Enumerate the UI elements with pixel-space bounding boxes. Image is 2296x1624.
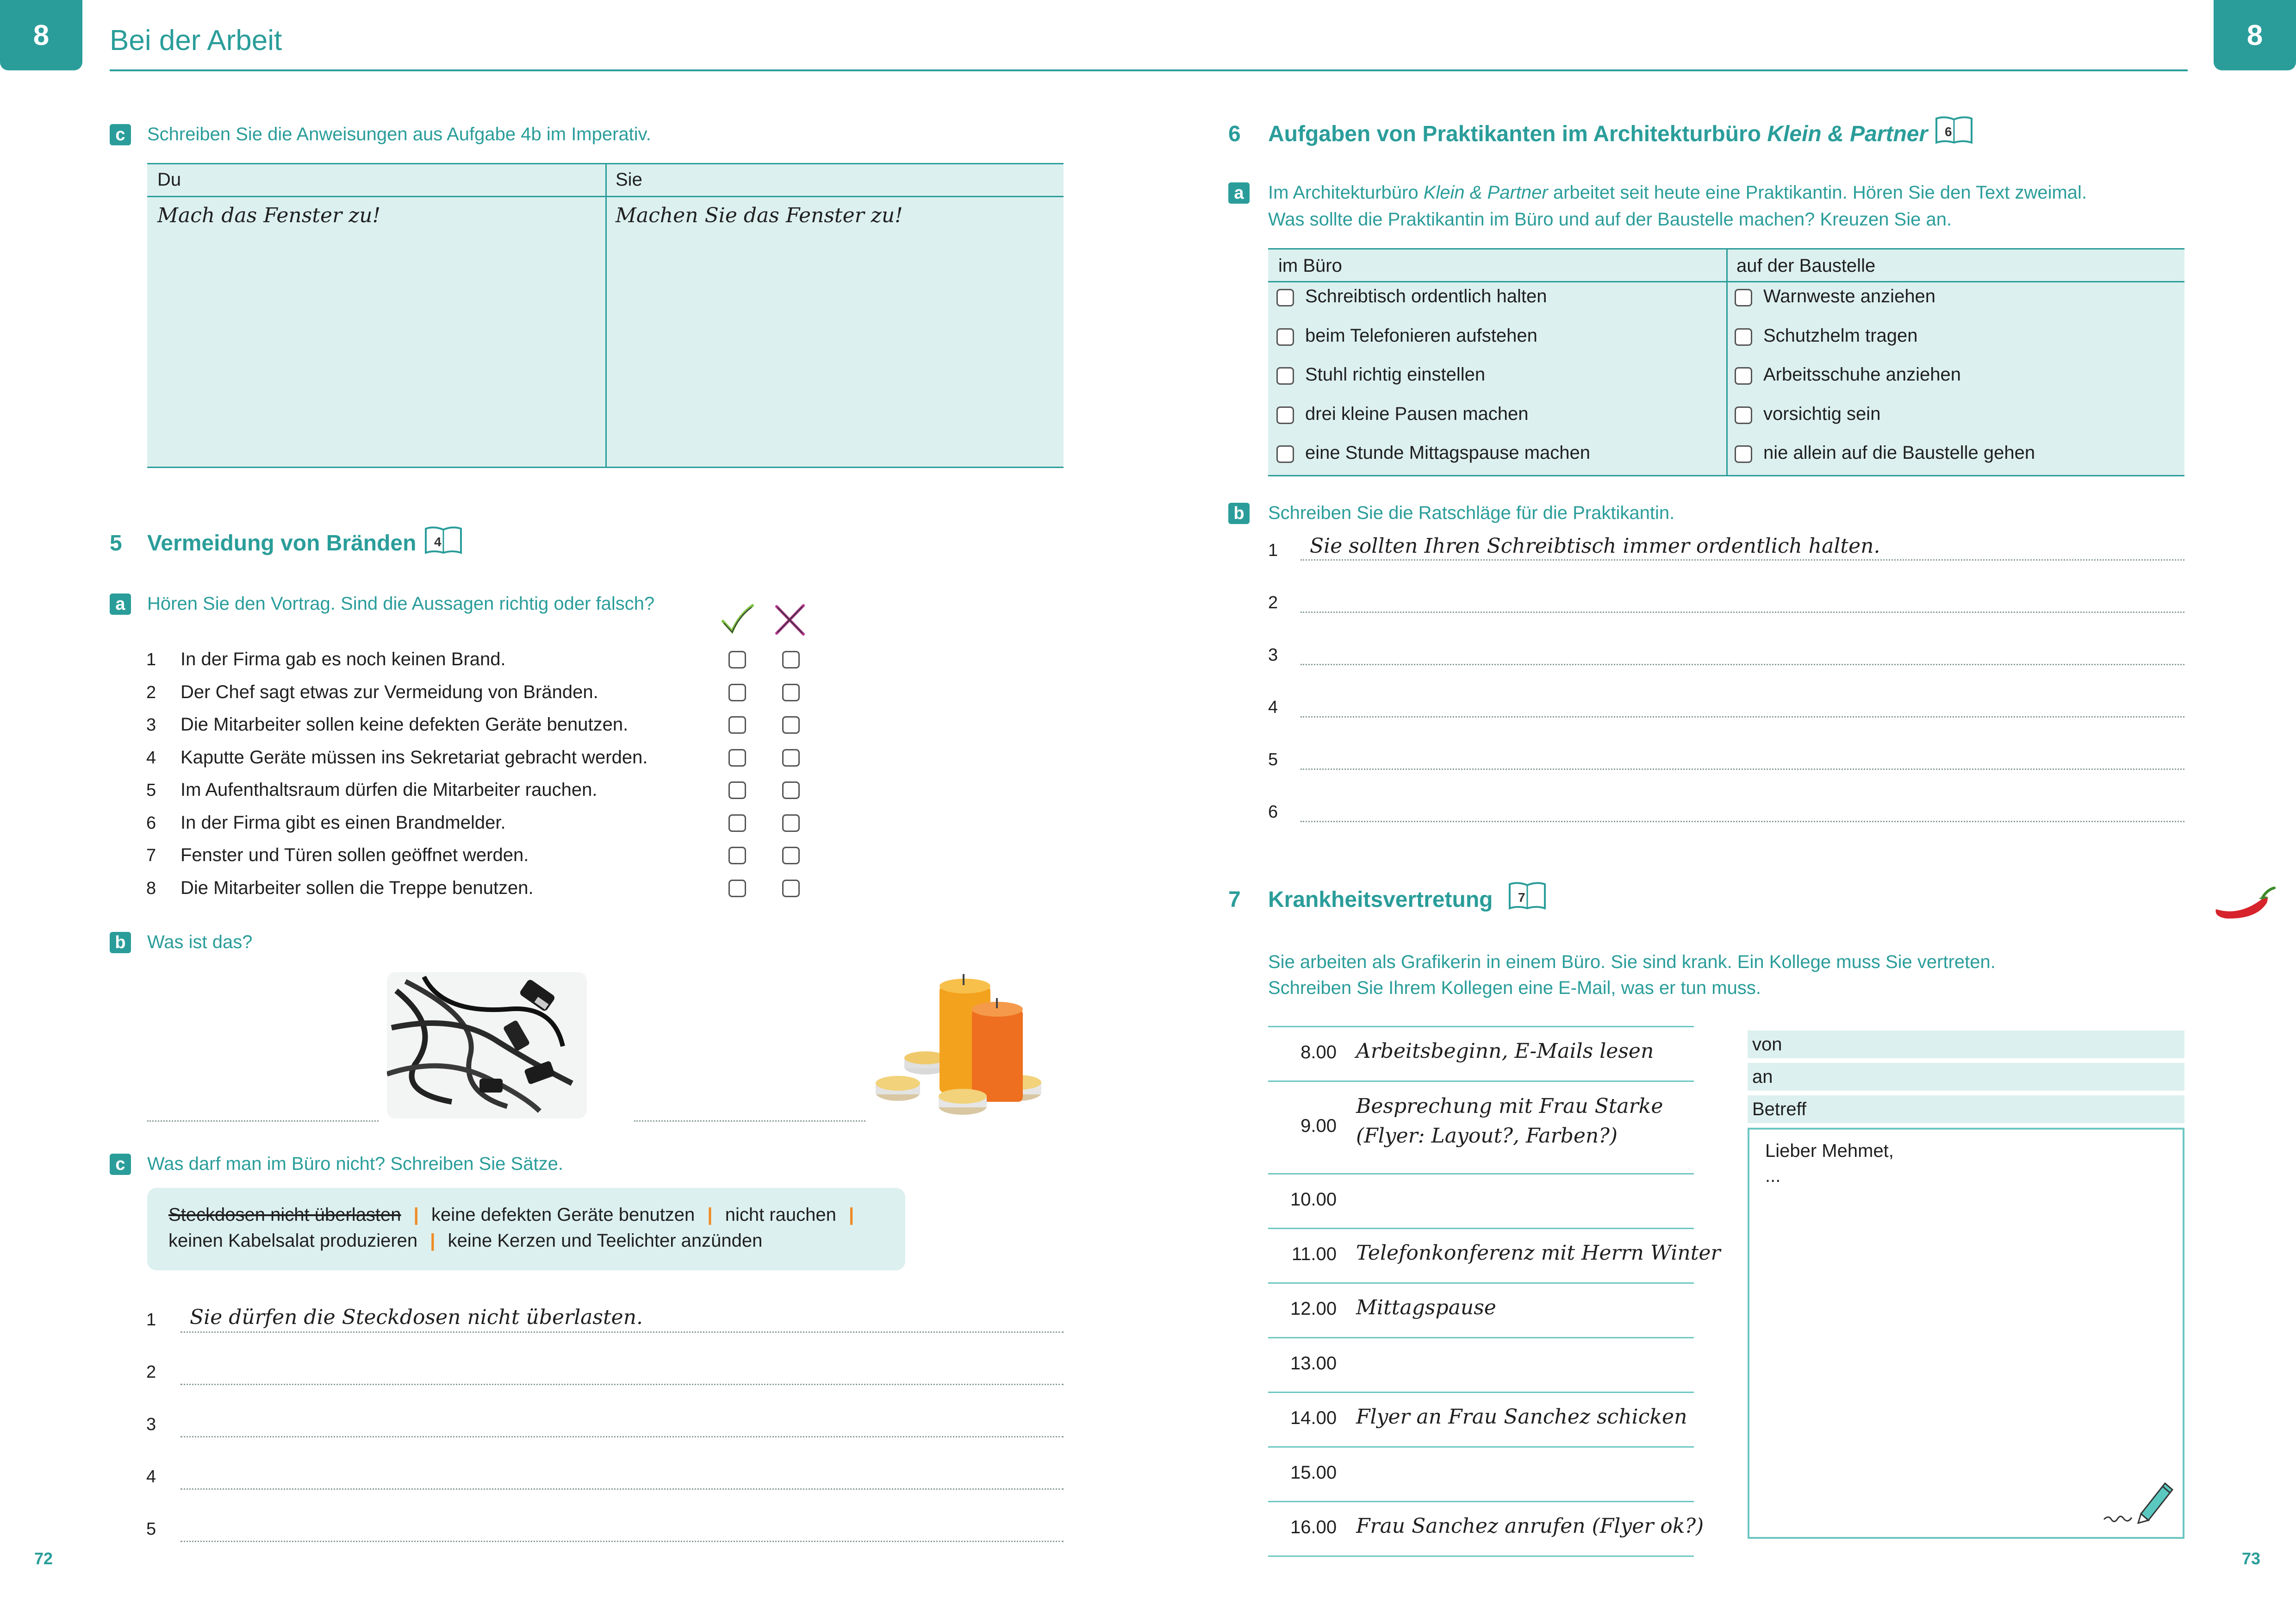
answer-text: Sie dürfen die Steckdosen nicht überlasten. <box>190 1305 643 1329</box>
schedule-task: Frau Sanchez anrufen (Flyer ok?) <box>1356 1514 1704 1538</box>
checkbox-office[interactable] <box>1276 328 1294 346</box>
task-office: Stuhl richtig einstellen <box>1305 364 1486 385</box>
checkbox-richtig[interactable] <box>728 880 746 897</box>
chapter-number-left: 8 <box>33 19 50 51</box>
phrase-separator: | <box>849 1205 854 1225</box>
task-letter-5b: b <box>110 932 131 953</box>
task-letter-c-top: c <box>110 124 131 145</box>
checkbox-office[interactable] <box>1276 406 1294 424</box>
checkbox-falsch[interactable] <box>782 847 800 864</box>
answer-line-image2 <box>634 1120 865 1122</box>
check-icon <box>720 603 754 637</box>
task-letter-6a: a <box>1228 182 1250 204</box>
statement-number: 8 <box>146 878 156 898</box>
line-number: 6 <box>1268 802 1278 822</box>
answer-line[interactable] <box>180 1436 1064 1437</box>
statement-number: 6 <box>146 813 156 833</box>
checkbox-richtig[interactable] <box>728 716 746 734</box>
task-5b-instruction: Was ist das? <box>147 932 253 952</box>
line-number: 3 <box>1268 645 1278 665</box>
section-7-title: Krankheitsvertretung <box>1268 887 1493 912</box>
task-table-6a <box>1268 248 2184 476</box>
checkbox-richtig[interactable] <box>728 814 746 832</box>
book-icon <box>1935 116 1973 144</box>
schedule-task: Arbeitsbeginn, E-Mails lesen <box>1356 1039 1654 1063</box>
task-6a-line1-italic: Klein & Partner <box>1423 182 1548 203</box>
svg-text:7: 7 <box>1518 890 1525 905</box>
phrase: keine defekten Geräte benutzen <box>431 1205 695 1225</box>
schedule-row-rule <box>1268 1555 1694 1557</box>
task-site: nie allein auf die Baustelle gehen <box>1763 443 2035 463</box>
svg-text:4: 4 <box>434 535 442 549</box>
task-site: Schutzhelm tragen <box>1763 325 1918 346</box>
header-rule <box>110 69 2188 71</box>
checkbox-falsch[interactable] <box>782 716 800 734</box>
phrase-separator: | <box>707 1205 713 1225</box>
task-6a-line2: Was sollte die Praktikantin im Büro und auf der Baustelle machen? Kreuzen Sie an. <box>1268 209 1952 230</box>
schedule-task: Besprechung mit Frau Starke <box>1356 1094 1663 1118</box>
cables-image <box>387 972 587 1118</box>
phrase-box <box>147 1188 905 1270</box>
checkbox-site[interactable] <box>1735 328 1752 346</box>
answer-line[interactable] <box>180 1384 1064 1385</box>
schedule-row-rule <box>1268 1228 1694 1229</box>
section-6-title-main: Aufgaben von Praktikanten im Architekturbüro <box>1268 122 1767 146</box>
statement-number: 4 <box>146 748 156 768</box>
checkbox-falsch[interactable] <box>782 749 800 767</box>
task-6a-line1 <box>1268 180 2087 206</box>
task-table-divider <box>1726 248 1728 475</box>
task-6a-line1-post: arbeitet seit heute eine Praktikantin. Hören Sie den Text zweimal. <box>1548 182 2087 203</box>
statement-text: Im Aufenthaltsraum dürfen die Mitarbeiter rauchen. <box>180 780 597 800</box>
chapter-tab-right <box>2214 0 2296 70</box>
phrase-row-1 <box>168 1205 861 1225</box>
statement-number: 7 <box>146 846 156 865</box>
line-number: 4 <box>1268 698 1278 717</box>
checkbox-site[interactable] <box>1735 445 1752 463</box>
section-7-number: 7 <box>1228 887 1241 912</box>
statement-number: 3 <box>146 715 156 735</box>
section-6-number: 6 <box>1228 122 1241 146</box>
section-6-title-italic: Klein & Partner <box>1767 122 1928 146</box>
page-number-right: 73 <box>2242 1549 2261 1568</box>
task-site: Warnweste anziehen <box>1763 286 1936 306</box>
answer-line[interactable] <box>1300 612 2184 613</box>
checkbox-richtig[interactable] <box>728 781 746 799</box>
col-sie-header: Sie <box>616 169 642 190</box>
col-du-header: Du <box>157 169 181 190</box>
line-number: 1 <box>1268 541 1278 560</box>
statement-number: 1 <box>146 650 156 669</box>
answer-line[interactable] <box>1300 716 2184 718</box>
email-subject-label: Betreff <box>1752 1099 1807 1119</box>
checkbox-site[interactable] <box>1735 289 1752 306</box>
answer-line-image1 <box>147 1120 379 1122</box>
statement-text: Fenster und Türen sollen geöffnet werden. <box>180 845 529 865</box>
line-number: 3 <box>146 1415 156 1434</box>
answer-line[interactable] <box>180 1331 1064 1333</box>
answer-text: Sie sollten Ihren Schreibtisch immer ordentlich halten. <box>1310 534 1880 558</box>
schedule-time: 14.00 <box>1290 1408 1337 1428</box>
task-5a-instruction: Hören Sie den Vortrag. Sind die Aussagen richtig oder falsch? <box>147 593 655 614</box>
checkbox-falsch[interactable] <box>782 651 800 668</box>
answer-line[interactable] <box>1300 821 2184 822</box>
schedule-time: 13.00 <box>1290 1353 1337 1374</box>
task-letter-6b: b <box>1228 503 1250 524</box>
col-site-header: auf der Baustelle <box>1736 256 1876 276</box>
line-number: 1 <box>146 1310 156 1330</box>
email-from-label: von <box>1752 1034 1782 1055</box>
schedule-time: 9.00 <box>1300 1116 1337 1136</box>
phrase-separator: | <box>430 1230 436 1251</box>
statement-text: In der Firma gab es noch keinen Brand. <box>180 649 506 669</box>
phrase-row-2 <box>168 1230 762 1251</box>
task-site: vorsichtig sein <box>1763 403 1881 424</box>
line-number: 2 <box>146 1362 156 1382</box>
task-c-top-instruction: Schreiben Sie die Anweisungen aus Aufgabe 4b im Imperativ. <box>147 124 651 144</box>
schedule-time: 10.00 <box>1290 1189 1337 1210</box>
book-icon <box>1508 881 1547 910</box>
task-letter-5c: c <box>110 1154 131 1175</box>
answer-line[interactable] <box>1300 559 2184 561</box>
task-5c-instruction: Was darf man im Büro nicht? Schreiben Sie Sätze. <box>147 1154 563 1174</box>
chapter-number-right: 8 <box>2246 19 2263 51</box>
schedule-row-rule <box>1268 1446 1694 1448</box>
schedule-row-rule <box>1268 1337 1694 1338</box>
answer-line[interactable] <box>1300 664 2184 665</box>
candles-image <box>870 968 1055 1120</box>
checkbox-office[interactable] <box>1276 367 1294 385</box>
task-7-intro2: Schreiben Sie Ihrem Kollegen eine E-Mail, was er tun muss. <box>1268 978 1761 998</box>
checkbox-falsch[interactable] <box>782 814 800 832</box>
schedule-time: 16.00 <box>1290 1517 1337 1537</box>
book-icon <box>424 526 463 555</box>
schedule-top-rule <box>1268 1026 1694 1027</box>
email-ellipsis: ... <box>1765 1166 1781 1186</box>
schedule-task: Mittagspause <box>1356 1296 1496 1319</box>
phrase: nicht rauchen <box>725 1205 836 1225</box>
email-to-label: an <box>1752 1067 1773 1087</box>
email-body[interactable] <box>1748 1128 2184 1539</box>
answer-line[interactable] <box>180 1488 1064 1490</box>
example-sie: Machen Sie das Fenster zu! <box>616 204 903 227</box>
schedule-row-rule <box>1268 1392 1694 1393</box>
imperative-table <box>147 163 1064 468</box>
checkbox-falsch[interactable] <box>782 880 800 897</box>
task-7-intro1: Sie arbeiten als Grafikerin in einem Büro. Sie sind krank. Ein Kollege muss Sie vertreten. <box>1268 952 1996 972</box>
schedule-row-rule <box>1268 1501 1694 1502</box>
checkbox-office[interactable] <box>1276 445 1294 463</box>
checkbox-richtig[interactable] <box>728 847 746 864</box>
statement-text: Der Chef sagt etwas zur Vermeidung von Bränden. <box>180 681 598 702</box>
task-office: beim Telefonieren aufstehen <box>1305 325 1537 346</box>
answer-line[interactable] <box>180 1541 1064 1542</box>
checkbox-richtig[interactable] <box>728 749 746 767</box>
task-6b-instruction: Schreiben Sie die Ratschläge für die Praktikantin. <box>1268 503 1675 523</box>
phrase-separator: | <box>413 1205 419 1225</box>
section-5-number: 5 <box>110 531 122 556</box>
pencil-icon <box>2101 1477 2175 1528</box>
email-subject-field[interactable] <box>1748 1095 2184 1123</box>
answer-line[interactable] <box>1300 768 2184 770</box>
task-site: Arbeitsschuhe anziehen <box>1763 364 1961 385</box>
statement-text: In der Firma gibt es einen Brandmelder. <box>180 812 506 833</box>
email-to-field[interactable] <box>1748 1063 2184 1091</box>
schedule-time: 11.00 <box>1291 1244 1337 1264</box>
task-office: drei kleine Pausen machen <box>1305 403 1529 424</box>
section-6-title <box>1268 121 1928 147</box>
email-from-field[interactable] <box>1748 1031 2184 1058</box>
example-du: Mach das Fenster zu! <box>157 204 381 227</box>
col-office-header: im Büro <box>1278 256 1342 276</box>
statement-text: Die Mitarbeiter sollen keine defekten Geräte benutzen. <box>180 714 628 735</box>
task-office: Schreibtisch ordentlich halten <box>1305 286 1547 306</box>
phrase-struck: Steckdosen nicht überlasten <box>168 1205 401 1225</box>
line-number: 2 <box>1268 593 1278 612</box>
imperative-table-divider <box>605 163 607 467</box>
cross-icon <box>773 603 807 637</box>
statement-text: Kaputte Geräte müssen ins Sekretariat gebracht werden. <box>180 747 648 768</box>
schedule-task: Flyer an Frau Sanchez schicken <box>1356 1405 1687 1429</box>
checkbox-richtig[interactable] <box>728 684 746 701</box>
chili-icon <box>2212 884 2277 921</box>
schedule-time: 8.00 <box>1300 1042 1337 1062</box>
line-number: 5 <box>146 1519 156 1539</box>
checkbox-site[interactable] <box>1735 406 1752 424</box>
statement-text: Die Mitarbeiter sollen die Treppe benutzen. <box>180 877 534 898</box>
line-number: 4 <box>146 1467 156 1487</box>
checkbox-office[interactable] <box>1276 289 1294 306</box>
checkbox-falsch[interactable] <box>782 781 800 799</box>
checkbox-site[interactable] <box>1735 367 1752 385</box>
chapter-title: Bei der Arbeit <box>110 25 282 56</box>
phrase: keinen Kabelsalat produzieren <box>168 1230 418 1251</box>
schedule-row-rule <box>1268 1081 1694 1082</box>
schedule-time: 15.00 <box>1290 1462 1337 1483</box>
schedule-task: Telefonkonferenz mit Herrn Winter <box>1356 1241 1721 1265</box>
checkbox-richtig[interactable] <box>728 651 746 668</box>
chapter-tab-left <box>0 0 82 70</box>
task-office: eine Stunde Mittagspause machen <box>1305 443 1590 463</box>
schedule-time: 12.00 <box>1290 1299 1337 1319</box>
task-6a-line1-pre: Im Architekturbüro <box>1268 182 1424 203</box>
section-5-title: Vermeidung von Bränden <box>147 531 417 556</box>
schedule-row-rule <box>1268 1282 1694 1284</box>
phrase: keine Kerzen und Teelichter anzünden <box>448 1230 763 1251</box>
task-letter-5a: a <box>110 593 131 615</box>
email-greeting: Lieber Mehmet, <box>1765 1141 1894 1161</box>
schedule-task-detail: (Flyer: Layout?, Farben?) <box>1356 1124 1618 1148</box>
schedule-row-rule <box>1268 1173 1694 1174</box>
page-number-left: 72 <box>34 1549 53 1568</box>
statement-number: 5 <box>146 781 156 800</box>
line-number: 5 <box>1268 750 1278 769</box>
checkbox-falsch[interactable] <box>782 684 800 701</box>
statement-number: 2 <box>146 682 156 702</box>
svg-text:6: 6 <box>1945 125 1952 139</box>
